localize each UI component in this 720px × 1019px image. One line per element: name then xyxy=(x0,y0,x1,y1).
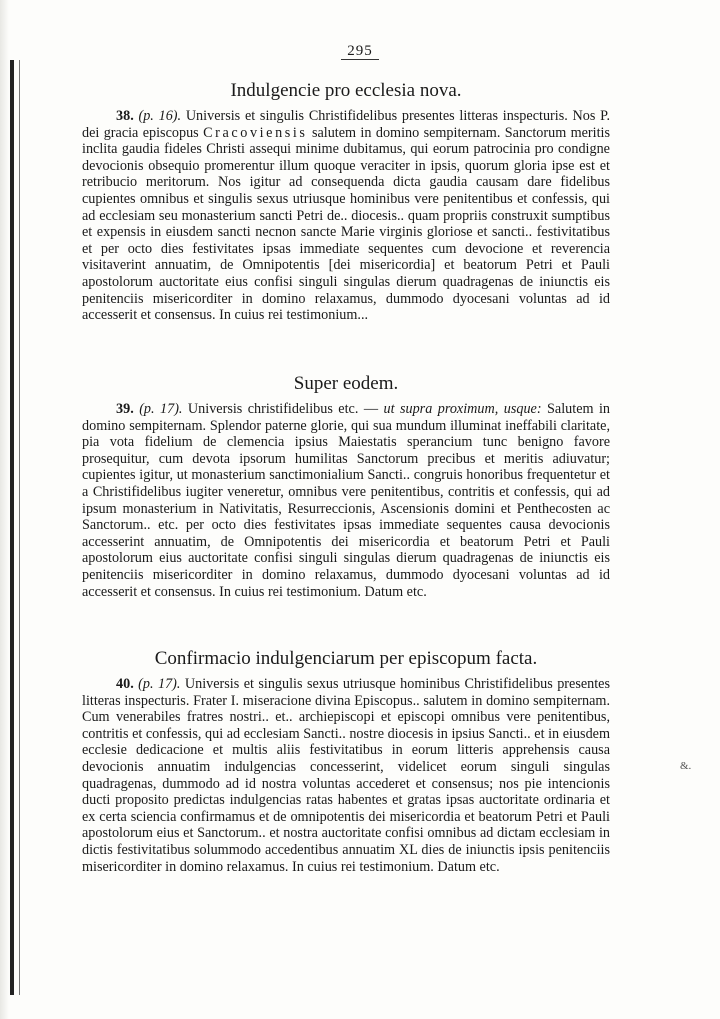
section-39-italic: ut supra proximum, usque: xyxy=(383,401,542,417)
section-38-number: 38. xyxy=(116,108,134,124)
margin-mark: &. xyxy=(680,760,692,772)
section-38-text-a: Universis et singulis Christifidelibus presentes litteras inspecturis. Nos P. dei gracia episcopus xyxy=(82,108,610,141)
section-38-body xyxy=(82,108,610,324)
section-39-text-b: Salutem in domino sempiternam. Splendor paterne glorie, qui sua mundum illuminat ineffabili claritate, pia vota fidelium de clemencia ipsius Maiestatis sperancium tunc benigno favore prosequitur, cum devota ipsorum humilitas Sanctorum precibus et meritis adiuvatur; cupientes igitur, ut monasterium sanctimonialium Sancti.. congruis honoribus frequentetur et a Christifidelibus iugiter veneretur, omnibus vere penitentibus, contritis et confessis, qui ad ipsum monasterium in Nativitatis, Resurreccionis, Ascensionis domini et Penthecosten ac Sanctorum.. etc. per octo dies festivitates ipsas immediate sequentes causa devocionis accesserint annuatim, de Omnipotentis dei misericordia et beatorum Petri et Pauli apostolorum eius auctoritate confisi singuli singulas dierum quadragenas de iniunctis eis penitenciis misericorditer in domino relaxamus, dummodo dyocesani voluntas ad id accesserit et consensus. In cuius rei testimonium. Datum etc. xyxy=(82,401,611,600)
section-38-spaced-word: Cracoviensis xyxy=(203,124,308,141)
section-40-text-a: Universis et singulis sexus utriusque hominibus Christifidelibus presentes litteras inspecturis. Frater I. miseracione divina Episcopus.. salutem in domino sempiternam. Cum venerabiles fratres nostri.. et.. archiepiscopi et episcopi omnibus vere penitentibus, contritis et confessis, qui ad ecclesiam Sancti.. nostre diocesis in ipsius Sancti.. et in eiusdem ecclesie dedicacione et multis aliis festivitatibus in eorum litteris apprehensis causa devocionis annuatim indulgencias concesserint, videlicet eorum singuli singulas quadragenas, dummodo ad id nostra voluntas accederet et consensus; nos pie intencionis ducti proposito predictas indulgencias ratas habentes et gratas ipsas auctoritate ordinaria et ex certa sciencia confirmamus et de omnipotentis dei misericordia et beatorum Petri et Pauli apostolorum eius et Sanctorum.. et nostra auctoritate confisi omnibus ad dictam ecclesiam in dictis festivitatibus solummodo accedentibus annuatim XL dies de iniunctis ipsis penitenciis misericorditer in domino relaxamus. In cuius rei testimonium. Datum etc. xyxy=(82,676,610,875)
binding-shadow xyxy=(10,60,14,995)
section-40-ref: (p. 17). xyxy=(138,676,181,692)
section-40-title: Confirmacio indulgenciarum per episcopum facta. xyxy=(154,648,538,669)
section-39-title: Super eodem. xyxy=(293,373,399,394)
section-38-ref: (p. 16). xyxy=(138,108,182,124)
section-40-number: 40. xyxy=(116,676,134,692)
section-40-body xyxy=(82,676,610,875)
section-38-title: Indulgencie pro ecclesia nova. xyxy=(230,80,462,101)
page-number: 295 xyxy=(0,43,720,60)
scan-edge xyxy=(0,0,9,1019)
binding-shadow-line xyxy=(19,60,20,995)
section-39-body xyxy=(82,401,610,600)
section-38-text-b: salutem in domino sempiternam. Sanctorum meritis inclita gaudia fideles Christi assequi minime dubitamus, qui eorum patrocinia pro condigne devocionis obsequio promerentur illum quoque veraciter in ipsis, quorum gloria ipse est et retribucio meritorum. Nos igitur ad consequenda dicta gaudia causam dare fidelibus cupientes omnibus et singulis sexus utriusque hominibus vere penitentibus et confessis, qui ad ecclesiam seu monasterium sancti Petri de.. diocesis.. quam propriis construxit sumptibus et expensis in eiusdem sancti necnon sancte Marie virginis gloriose et sancti.. festivitatibus et per octo dies festivitates ipsas immediate sequentes cum devocione et reverencia visitaverint annuatim, de Omnipotentis [dei misericordia] et beatorum Petri et Pauli apostolorum auctoritate eius confisi singuli singulas dierum quadragenas de iniunctis eis penitenciis misericorditer in domino relaxamus, dummodo dyocesani voluntas ad id accesserit et consensus. In cuius rei testimonium... xyxy=(82,124,611,324)
section-39-number: 39. xyxy=(116,401,134,417)
section-39-ref: (p. 17). xyxy=(139,401,183,417)
section-39-text-a: Universis christifidelibus etc. — xyxy=(187,401,379,417)
